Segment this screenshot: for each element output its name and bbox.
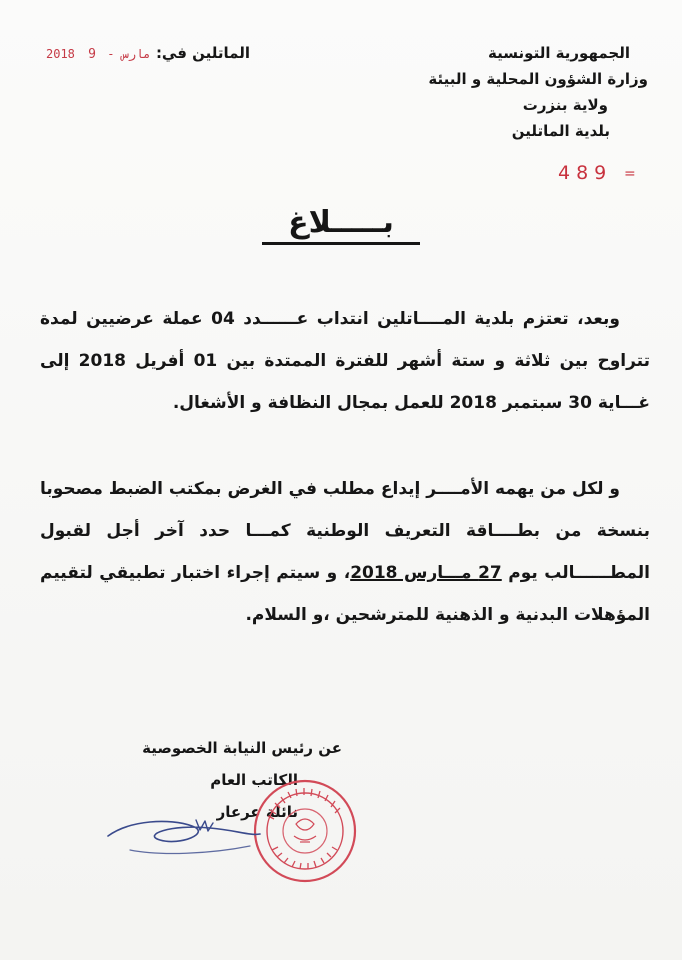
place-date bbox=[46, 44, 250, 74]
deadline-date: 27 مـــارس 2018 bbox=[350, 563, 502, 583]
paragraph-2-text-b: ، و سيتم إجراء اختبار تطبيقي لتقييم المؤهلات البدنية و الذهنية للمترشحين ،و السلام. bbox=[40, 563, 650, 625]
date-stamp: 2018 مارس - 9 bbox=[46, 47, 151, 62]
paragraph-recruitment bbox=[40, 298, 650, 424]
paragraph-application bbox=[40, 468, 650, 636]
title-text: بـــــلاغ bbox=[262, 205, 420, 245]
date-day: 9 bbox=[88, 47, 96, 62]
ministry-name: وزارة الشؤون المحلية و البيئة bbox=[428, 70, 648, 88]
handwritten-signature bbox=[100, 806, 270, 866]
signatory-on-behalf: عن رئيس النيابة الخصوصية bbox=[142, 739, 342, 757]
paragraph-2-text-a: و لكل من يهمه الأمــــر إيداع مطلب في الغرض بمكتب الضبط مصحوبا بنسخة من بطــــاقة التعريف الوطنية كمـــا حدد آخر أجل لقبول المطــــــالب يوم bbox=[40, 479, 651, 583]
place-label: الماتلين في: bbox=[155, 44, 250, 62]
reference-mark: = bbox=[624, 166, 636, 182]
municipality-name: بلدية الماتلين bbox=[511, 122, 610, 140]
signatory-name: نائلة عرعار bbox=[216, 803, 298, 821]
country-name: الجمهورية التونسية bbox=[488, 44, 630, 62]
date-year: 2018 bbox=[46, 47, 75, 61]
governorate-name: ولاية بنزرت bbox=[522, 96, 608, 114]
paragraph-1-text: وبعد، تعتزم بلدية المــــاتلين انتداب عــــــدد 04 عملة عرضيين لمدة تتراوح بين ثلاثة و ستة أشهر للفترة الممتدة بين 01 أفريل 2018 إلى غـــاية 30 سبتمبر 2018 للعمل بمجال النظافة و الأشغال. bbox=[40, 309, 650, 413]
notice-title bbox=[0, 205, 682, 245]
reference-number: 489 bbox=[558, 162, 613, 184]
signatory-title: الكاتب العام bbox=[210, 771, 298, 789]
date-month: مارس bbox=[121, 47, 151, 61]
letterhead bbox=[428, 40, 648, 144]
